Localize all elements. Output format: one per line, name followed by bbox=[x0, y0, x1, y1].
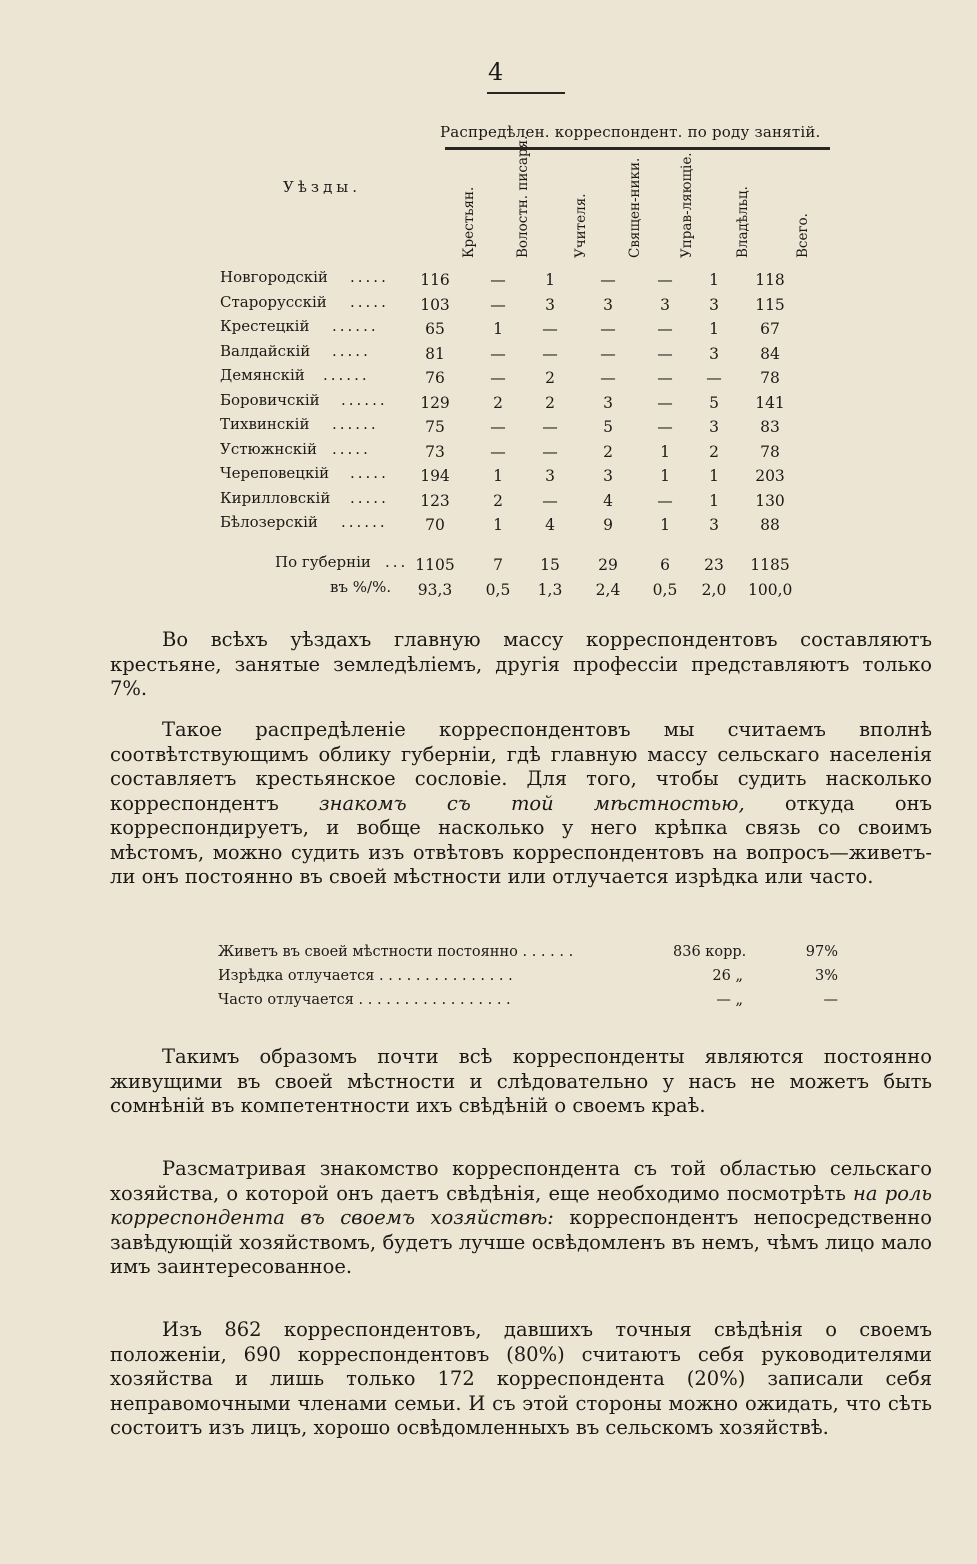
district-name: Крестецкій bbox=[220, 317, 310, 335]
table-cell: 5 bbox=[709, 393, 719, 412]
table-cell: 203 bbox=[755, 467, 785, 485]
column-header-peasants: Крестьян. bbox=[461, 186, 477, 258]
table-cell: — bbox=[657, 491, 673, 510]
table-cell: 1 bbox=[660, 467, 670, 485]
table-cell: 78 bbox=[760, 442, 780, 461]
table-cell: 2 bbox=[603, 442, 613, 461]
table-cell: 88 bbox=[760, 516, 780, 534]
table-cell: — bbox=[600, 369, 616, 387]
table-cell: 3 bbox=[709, 295, 719, 314]
district-name: Боровичскій bbox=[220, 390, 320, 409]
table-cell: 2 bbox=[493, 491, 503, 510]
table-cell: — bbox=[490, 295, 506, 314]
paragraph-4: Разсматривая знакомство корреспондента съ той областью сельскаго хозяйства, о которой онъ даетъ свѣдѣнія, еще необходимо посмотрѣть на роль корреспондента въ своемъ хозяйствѣ: корреспондентъ непосредственно завѣдующій хозяйствомъ, будетъ лучше освѣдомленъ въ немъ, чѣмъ лицо мало имъ заинтересованное. bbox=[110, 1157, 932, 1278]
district-name: Старорусскій bbox=[220, 292, 327, 311]
table-cell: — bbox=[490, 418, 506, 436]
table-cell: 118 bbox=[755, 271, 785, 289]
table-row bbox=[220, 489, 840, 513]
table-cell: — bbox=[657, 271, 673, 289]
leader-dots: ..... bbox=[350, 464, 389, 482]
leader-dots: ... bbox=[385, 553, 409, 571]
table-cell: 73 bbox=[425, 442, 445, 461]
table-cell: 4 bbox=[603, 491, 613, 510]
leader-dots: ...... bbox=[332, 317, 379, 335]
table-cell: 0,5 bbox=[485, 581, 511, 599]
district-name: Череповецкій bbox=[220, 464, 330, 482]
table-cell: 78 bbox=[760, 369, 780, 387]
table-cell: 123 bbox=[420, 491, 450, 510]
leader-dots: ..... bbox=[350, 268, 389, 286]
table-cell: 3 bbox=[603, 393, 613, 412]
table-cell: 2 bbox=[493, 393, 503, 412]
page-number: 4 bbox=[488, 58, 504, 86]
table-cell: 1 bbox=[709, 467, 719, 485]
table-cell: 1185 bbox=[750, 556, 790, 574]
table-cell: 75 bbox=[425, 418, 445, 436]
leader-dots: ...... bbox=[323, 366, 370, 384]
district-name: Демянскій bbox=[220, 366, 305, 384]
table-cell: 29 bbox=[598, 556, 618, 574]
table-cell: 15 bbox=[540, 556, 560, 574]
table-cell: — bbox=[600, 320, 616, 338]
table-cell: — bbox=[600, 271, 616, 289]
table-cell: 1 bbox=[709, 491, 719, 510]
table-row bbox=[220, 268, 840, 292]
table-cell: — bbox=[542, 442, 558, 461]
table-cell: — bbox=[542, 418, 558, 436]
table-cell: 116 bbox=[420, 271, 450, 289]
table-cell: 4 bbox=[545, 516, 555, 534]
table-cell: 7 bbox=[493, 556, 503, 574]
district-name: Валдайскій bbox=[220, 341, 311, 360]
leader-dots: ..... bbox=[332, 439, 371, 458]
district-name: Новгородскій bbox=[220, 268, 328, 286]
district-name: въ %/%. bbox=[330, 578, 392, 596]
paragraph-2: Такое распредѣленіе корреспондентовъ мы считаемъ вполнѣ соотвѣтствующимъ облику губерніи, гдѣ главную массу сельскаго населенія составляетъ крестьянское сословіе. Для того, чтобы судить насколько корреспондентъ знакомъ съ той мѣстностью, откуда онъ корреспондируетъ, и вобще насколько у него крѣпка связь со своимъ мѣстомъ, можно судить изъ отвѣтовъ корреспондентовъ на вопросъ—живетъ-ли онъ постоянно въ своей мѣстности или отлучается изрѣдка или часто. bbox=[110, 718, 932, 888]
leader-dots: ..... bbox=[350, 292, 389, 311]
table-cell: 1,3 bbox=[537, 581, 563, 599]
table-cell: — bbox=[490, 271, 506, 289]
paragraph-1: Во всѣхъ уѣздахъ главную массу корреспондентовъ составляютъ крестьяне, занятые земледѣліемъ, другія профессіи представляютъ только 7%. bbox=[110, 628, 932, 700]
leader-dots: ...... bbox=[341, 390, 388, 409]
table-cell: 2,4 bbox=[595, 581, 621, 599]
table-cell: 103 bbox=[420, 295, 450, 314]
table-cell: 9 bbox=[603, 516, 613, 534]
table-cell: — bbox=[657, 344, 673, 363]
table-row bbox=[220, 317, 840, 341]
table-cell: 3 bbox=[709, 516, 719, 534]
table-cell: 23 bbox=[704, 556, 724, 574]
paragraph-5: Изъ 862 корреспондентовъ, давшихъ точныя свѣдѣнія о своемъ положеніи, 690 корреспондентовъ (80%) считаютъ себя руководителями хозяйства и лишь только 172 корреспондента (20%) записали себя неправомочными членами семьи. И съ этой стороны можно ожидать, что сѣть состоитъ изъ лицъ, хорошо освѣдомленныхъ въ сельскомъ хозяйствѣ. bbox=[110, 1318, 932, 1439]
leader-dots: ..... bbox=[350, 488, 389, 507]
table-cell: 6 bbox=[660, 556, 670, 574]
table-cell: 1 bbox=[660, 516, 670, 534]
district-name: Устюжнскій bbox=[220, 439, 317, 458]
table-cell: — bbox=[490, 442, 506, 461]
table-cell: 3 bbox=[709, 418, 719, 436]
table-cell: 0,5 bbox=[652, 581, 678, 599]
table-cell: 3 bbox=[545, 467, 555, 485]
leader-dots: ...... bbox=[341, 513, 388, 531]
table-cell: 5 bbox=[603, 418, 613, 436]
table-cell: 1 bbox=[493, 320, 503, 338]
table-cell: 3 bbox=[709, 344, 719, 363]
table-cell: — bbox=[542, 320, 558, 338]
column-header-clerks: Волостн. писаря. bbox=[515, 135, 531, 258]
page-number-rule bbox=[487, 92, 565, 94]
table-cell: — bbox=[706, 369, 722, 387]
table-cell: 1 bbox=[660, 442, 670, 461]
table-cell: 130 bbox=[755, 491, 785, 510]
table-cell: 115 bbox=[755, 295, 785, 314]
table-cell: — bbox=[490, 369, 506, 387]
table-cell: 2 bbox=[709, 442, 719, 461]
table-row bbox=[220, 553, 840, 577]
table-cell: 3 bbox=[545, 295, 555, 314]
residence-row-3: Часто отлучается . . . . . . . . . . . . . . . . . — „ — bbox=[218, 992, 838, 1008]
table-cell: — bbox=[657, 320, 673, 338]
table-cell: 2 bbox=[545, 369, 555, 387]
table-cell: 100,0 bbox=[748, 581, 793, 599]
table-row bbox=[220, 415, 840, 439]
district-name: Бѣлозерскій bbox=[220, 513, 318, 531]
table-cell: 3 bbox=[660, 295, 670, 314]
table-cell: 83 bbox=[760, 418, 780, 436]
table-cell: — bbox=[542, 344, 558, 363]
table-cell: 2 bbox=[545, 393, 555, 412]
column-header-priests: Священ-ники. bbox=[627, 157, 643, 258]
table-row bbox=[220, 366, 840, 390]
table-cell: 1 bbox=[493, 516, 503, 534]
residence-row-2: Изрѣдка отлучается . . . . . . . . . . . . . . . 26 „ 3% bbox=[218, 968, 838, 984]
column-header-total: Всего. bbox=[795, 213, 811, 258]
table-cell: 84 bbox=[760, 344, 780, 363]
table-cell: 1105 bbox=[415, 556, 455, 574]
table-cell: — bbox=[657, 393, 673, 412]
paragraph-3: Такимъ образомъ почти всѣ корреспонденты являются постоянно живущими въ своей мѣстности и слѣдовательно у насъ не можетъ быть сомнѣній въ компетентности ихъ свѣдѣній о своемъ краѣ. bbox=[110, 1045, 932, 1117]
leader-dots: ..... bbox=[332, 341, 371, 360]
table-cell: 129 bbox=[420, 393, 450, 412]
table-cell: 1 bbox=[545, 271, 555, 289]
table-cell: — bbox=[657, 418, 673, 436]
table-cell: 1 bbox=[709, 271, 719, 289]
table-cell: 3 bbox=[603, 295, 613, 314]
table-cell: 3 bbox=[603, 467, 613, 485]
table-cell: — bbox=[490, 344, 506, 363]
table-cell: 70 bbox=[425, 516, 445, 534]
district-name: Тихвинскій bbox=[220, 415, 310, 433]
row-header: Уѣзды. bbox=[283, 178, 362, 196]
table-row bbox=[220, 391, 840, 415]
column-header-managers: Управ-ляющіе. bbox=[679, 152, 695, 258]
table-cell: 67 bbox=[760, 320, 780, 338]
district-name: По губерніи bbox=[275, 553, 371, 571]
table-cell: 81 bbox=[425, 344, 445, 363]
table-cell: 194 bbox=[420, 467, 450, 485]
column-header-teachers: Учителя. bbox=[573, 193, 589, 258]
table-cell: 65 bbox=[425, 320, 445, 338]
table-caption: Распредѣлен. корреспондент. по роду занятій. bbox=[440, 123, 821, 141]
table-cell: — bbox=[657, 369, 673, 387]
table-cell: — bbox=[542, 491, 558, 510]
table-cell: 141 bbox=[755, 393, 785, 412]
table-row bbox=[220, 342, 840, 366]
table-cell: 93,3 bbox=[417, 581, 453, 599]
leader-dots: ...... bbox=[332, 415, 379, 433]
table-cell: 2,0 bbox=[701, 581, 727, 599]
table-cell: — bbox=[600, 344, 616, 363]
residence-row-1: Живетъ въ своей мѣстности постоянно . . . . . . 836 корр. 97% bbox=[218, 944, 838, 960]
table-row bbox=[220, 293, 840, 317]
table-row bbox=[220, 513, 840, 537]
percent-row bbox=[220, 578, 840, 602]
table-cell: 76 bbox=[425, 369, 445, 387]
table-row bbox=[220, 464, 840, 488]
table-row bbox=[220, 440, 840, 464]
table-cell: 1 bbox=[493, 467, 503, 485]
district-name: Кирилловскій bbox=[220, 488, 331, 507]
column-header-owners: Владѣльц. bbox=[735, 186, 751, 258]
table-cell: 1 bbox=[709, 320, 719, 338]
